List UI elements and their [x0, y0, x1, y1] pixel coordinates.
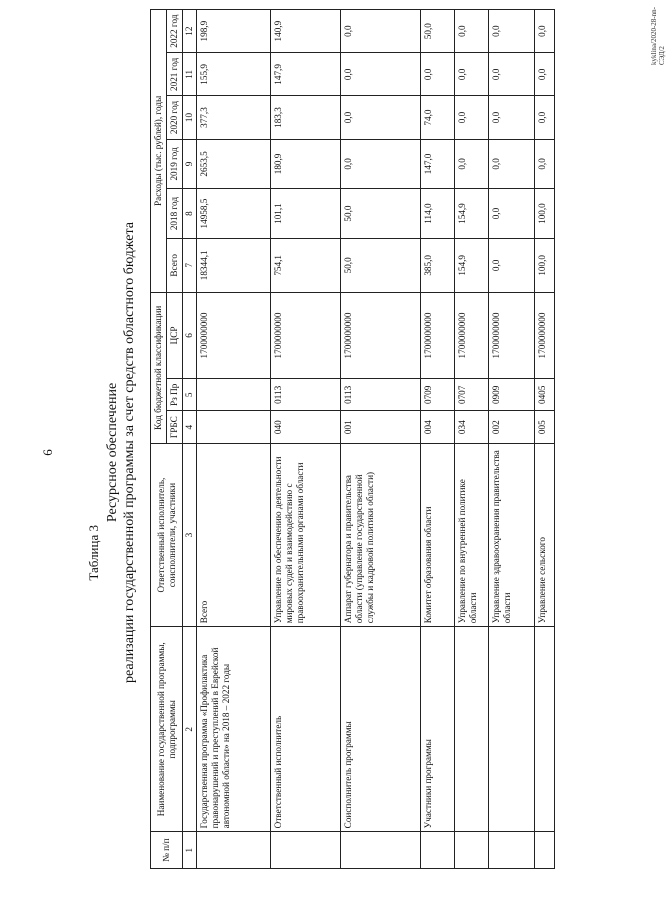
- row-2022: 0,0: [341, 10, 421, 53]
- row-2021: 0,0: [421, 53, 455, 96]
- row-2021: 147,9: [271, 53, 341, 96]
- row-2020: 0,0: [489, 96, 535, 139]
- row-total: 754,1: [271, 238, 341, 292]
- row-2021: 0,0: [341, 53, 421, 96]
- row-name: [489, 627, 535, 832]
- row-csr: 1700000000: [535, 292, 555, 378]
- header-2021: 2021 год: [167, 53, 183, 96]
- row-rzpr: 0405: [535, 379, 555, 411]
- table-row: [341, 10, 421, 869]
- row-2019: 147,0: [421, 139, 455, 189]
- row-2018: 114,0: [421, 189, 455, 239]
- row-num: [341, 832, 421, 869]
- table-row: [197, 10, 271, 869]
- header-total: Всего: [167, 238, 183, 292]
- row-total: 50,0: [341, 238, 421, 292]
- row-num: [535, 832, 555, 869]
- row-2022: 0,0: [535, 10, 555, 53]
- row-exec: Управление здравоохранения правительства области: [489, 443, 535, 626]
- row-rzpr: [197, 379, 271, 411]
- row-2018: 100,0: [535, 189, 555, 239]
- table-row: [535, 10, 555, 869]
- row-2022: 198,9: [197, 10, 271, 53]
- row-2020: 74,0: [421, 96, 455, 139]
- colnum: 7: [183, 238, 197, 292]
- row-rzpr: 0709: [421, 379, 455, 411]
- header-csr: ЦСР: [167, 292, 183, 378]
- row-csr: 1700000000: [197, 292, 271, 378]
- row-total: 154,9: [455, 238, 489, 292]
- row-csr: 1700000000: [341, 292, 421, 378]
- row-exec: Управление по внутренней политике области: [455, 443, 489, 626]
- row-name: Государственная программа «Профилактика правонарушений и преступлений в Еврейской автономной области» на 2018 – 2022 годы: [197, 627, 271, 832]
- row-total: 0,0: [489, 238, 535, 292]
- table-row: [271, 10, 341, 869]
- row-num: [197, 832, 271, 869]
- row-2020: 0,0: [535, 96, 555, 139]
- header-grbs: ГРБС: [167, 411, 183, 443]
- row-grbs: 004: [421, 411, 455, 443]
- row-2021: 0,0: [455, 53, 489, 96]
- row-exec: Комитет образования области: [421, 443, 455, 626]
- colnum: 4: [183, 411, 197, 443]
- row-2021: 155,9: [197, 53, 271, 96]
- row-grbs: 034: [455, 411, 489, 443]
- row-grbs: 002: [489, 411, 535, 443]
- row-exec: Всего: [197, 443, 271, 626]
- colnum: 5: [183, 379, 197, 411]
- row-2022: 140,9: [271, 10, 341, 53]
- table-row: [421, 10, 455, 869]
- header-code-group: Код бюджетной классификации: [151, 292, 167, 443]
- row-2018: 101,1: [271, 189, 341, 239]
- row-rzpr: 0909: [489, 379, 535, 411]
- row-num: [489, 832, 535, 869]
- row-name: [455, 627, 489, 832]
- header-2018: 2018 год: [167, 189, 183, 239]
- row-name: Ответственный исполнитель: [271, 627, 341, 832]
- colnum: 11: [183, 53, 197, 96]
- row-2019: 0,0: [455, 139, 489, 189]
- colnum: 8: [183, 189, 197, 239]
- row-total: 18344,1: [197, 238, 271, 292]
- table-label: Таблица 3: [86, 525, 101, 581]
- row-2019: 180,9: [271, 139, 341, 189]
- row-num: [271, 832, 341, 869]
- header-2020: 2020 год: [167, 96, 183, 139]
- row-2021: 0,0: [535, 53, 555, 96]
- colnum: 3: [183, 443, 197, 626]
- row-2018: 50,0: [341, 189, 421, 239]
- colnum: 9: [183, 139, 197, 189]
- header-rzpr: Рз Пр: [167, 379, 183, 411]
- document-title-line2: реализации государственной программы за счет средств областного бюджета: [122, 221, 137, 684]
- page-number: 6: [40, 449, 55, 456]
- row-2020: 377,3: [197, 96, 271, 139]
- row-2018: 154,9: [455, 189, 489, 239]
- row-2019: 2653,5: [197, 139, 271, 189]
- row-2018: 14958,5: [197, 189, 271, 239]
- resource-table: [150, 9, 555, 869]
- header-num: № п/п: [151, 832, 183, 869]
- row-2020: 0,0: [455, 96, 489, 139]
- row-2018: 0,0: [489, 189, 535, 239]
- row-2020: 183,3: [271, 96, 341, 139]
- colnum: 1: [183, 832, 197, 869]
- table-row: [455, 10, 489, 869]
- row-name: [535, 627, 555, 832]
- row-rzpr: 0707: [455, 379, 489, 411]
- row-2020: 0,0: [341, 96, 421, 139]
- row-2019: 0,0: [535, 139, 555, 189]
- row-csr: 1700000000: [489, 292, 535, 378]
- row-exec: Управление по обеспечению деятельности мировых судей и взаимодействию с правоохранительными органами области: [271, 443, 341, 626]
- row-2019: 0,0: [341, 139, 421, 189]
- row-2019: 0,0: [489, 139, 535, 189]
- row-grbs: 040: [271, 411, 341, 443]
- table-row: [489, 10, 535, 869]
- colnum: 2: [183, 627, 197, 832]
- header-2019: 2019 год: [167, 139, 183, 189]
- column-number-row: [183, 10, 197, 869]
- row-grbs: 005: [535, 411, 555, 443]
- header-costs-group: Расходы (тыс. рублей), годы: [151, 10, 167, 293]
- row-total: 385,0: [421, 238, 455, 292]
- row-exec: Управление сельского: [535, 443, 555, 626]
- document-title-line1: Ресурсное обеспечение: [105, 382, 120, 523]
- row-num: [421, 832, 455, 869]
- row-2022: 0,0: [455, 10, 489, 53]
- row-rzpr: 0113: [271, 379, 341, 411]
- row-grbs: 001: [341, 411, 421, 443]
- row-name: Соисполнитель программы: [341, 627, 421, 832]
- header-name: Наименование государственной программы, подпрограммы: [151, 627, 183, 832]
- row-2022: 0,0: [489, 10, 535, 53]
- row-2022: 50,0: [421, 10, 455, 53]
- row-total: 100,0: [535, 238, 555, 292]
- document-footnote: kyklina/2020-28-nn-СЭД/2: [650, 7, 666, 65]
- row-grbs: [197, 411, 271, 443]
- row-csr: 1700000000: [421, 292, 455, 378]
- colnum: 6: [183, 292, 197, 378]
- row-rzpr: 0113: [341, 379, 421, 411]
- header-2022: 2022 год: [167, 10, 183, 53]
- header-exec: Ответственный исполнитель, соисполнители, участники: [151, 443, 183, 626]
- row-num: [455, 832, 489, 869]
- row-csr: 1700000000: [271, 292, 341, 378]
- colnum: 12: [183, 10, 197, 53]
- row-csr: 1700000000: [455, 292, 489, 378]
- row-name: Участники программы: [421, 627, 455, 832]
- colnum: 10: [183, 96, 197, 139]
- row-2021: 0,0: [489, 53, 535, 96]
- row-exec: Аппарат губернатора и правительства области (управление государственной службы и кадровой политики области): [341, 443, 421, 626]
